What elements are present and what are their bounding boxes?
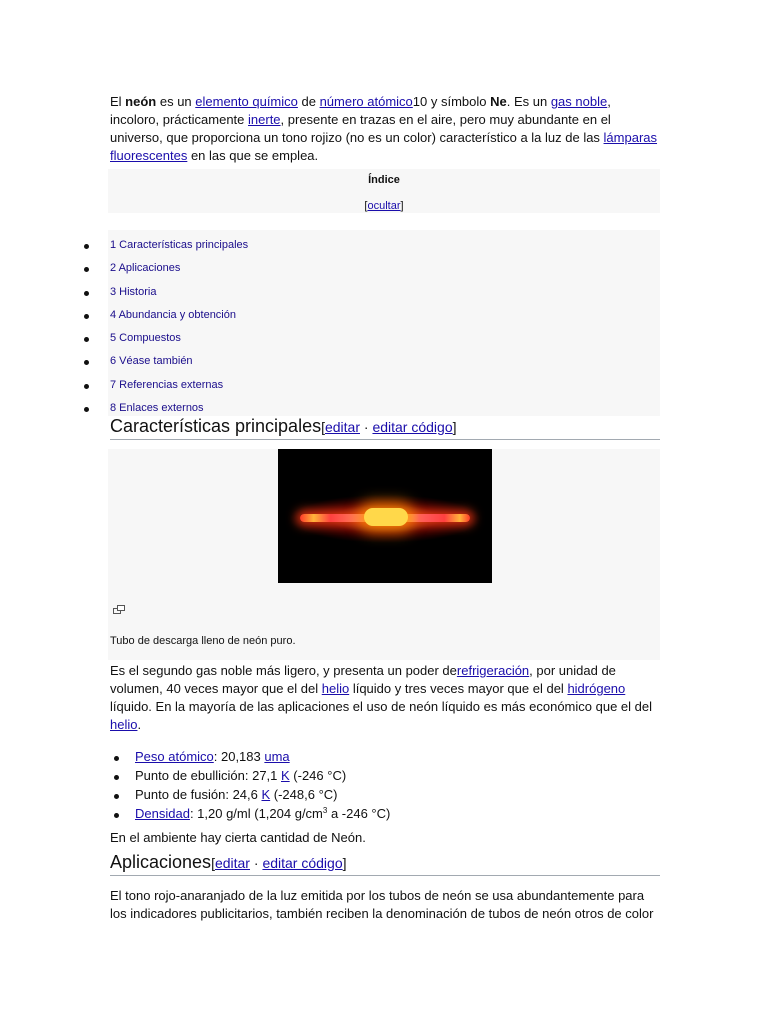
paragraph-refrigeracion: Es el segundo gas noble más ligero, y presenta un poder derefrigeración, por unidad de volumen, 40 veces mayor que el del helio líquido y tres veces mayor que el del hidrógeno líquido. En la mayoría de las aplicaciones el uso de neón líquido es más económico que el del helio.	[110, 663, 653, 732]
figure-box	[108, 449, 660, 660]
link-refrigeracion[interactable]: refrigeración	[456, 663, 530, 678]
toc-link-historia[interactable]: 3 Historia	[110, 286, 157, 298]
toc-link-vease[interactable]: 6 Véase también	[110, 355, 193, 367]
toc-toggle: [ocultar]	[364, 200, 404, 212]
edit-code-link[interactable]: editar código	[262, 855, 343, 871]
bullet-dot	[84, 314, 89, 319]
link-numero-atomico[interactable]: número atómico	[319, 94, 413, 109]
edit-link[interactable]: editar	[324, 419, 360, 435]
edit-link[interactable]: editar	[214, 855, 250, 871]
enlarge-icon[interactable]	[113, 605, 125, 614]
ambient-text: En el ambiente hay cierta cantidad de Neón.	[110, 830, 366, 845]
link-peso-atomico[interactable]: Peso atómico	[135, 749, 214, 764]
bullet-dot	[84, 244, 89, 249]
link-kelvin[interactable]: K	[281, 768, 290, 783]
bullet-dot	[84, 407, 89, 412]
link-helio-2[interactable]: helio	[110, 717, 138, 732]
toc-hide-link[interactable]: ocultar	[367, 200, 401, 212]
toc-list	[108, 230, 660, 416]
toc-link-enlaces[interactable]: 8 Enlaces externos	[110, 402, 204, 414]
bullet-dot	[114, 775, 119, 780]
bullet-dot	[84, 337, 89, 342]
neon-tube-core	[364, 508, 408, 526]
neon-tube-image[interactable]	[278, 449, 492, 583]
toc-link-aplicaciones[interactable]: 2 Aplicaciones	[110, 262, 181, 274]
section-heading-aplicaciones: Aplicaciones[editar · editar código]	[110, 852, 660, 876]
toc-link-compuestos[interactable]: 5 Compuestos	[110, 332, 181, 344]
ne-bold: Ne	[490, 94, 507, 109]
link-hidrogeno[interactable]: hidrógeno	[567, 681, 626, 696]
toc-header	[108, 169, 660, 213]
bullet-dot	[84, 360, 89, 365]
link-densidad[interactable]: Densidad	[135, 806, 190, 821]
link-gas-noble[interactable]: gas noble	[550, 94, 608, 109]
bullet-dot	[84, 291, 89, 296]
neon-bold: neón	[125, 94, 157, 109]
bullet-dot	[114, 813, 119, 818]
link-lamparas-fluorescentes[interactable]: lámparas fluorescentes	[110, 130, 658, 163]
intro-paragraph: El neón es un elemento químico de número atómico10 y símbolo Ne. Es un gas noble, incoloro, prácticamente inerte, presente en trazas en el aire, pero muy abundante en el universo, que proporciona un tono rojizo (no es un color) característico a la luz de las lámparas fluorescentes en las que se emplea.	[110, 94, 658, 163]
bullet-dot	[84, 267, 89, 272]
toc-link-referencias[interactable]: 7 Referencias externas	[110, 379, 224, 391]
link-inerte[interactable]: inerte	[248, 112, 281, 127]
figure-caption: Tubo de descarga lleno de neón puro.	[110, 635, 296, 647]
link-uma[interactable]: uma	[264, 749, 290, 764]
edit-code-link[interactable]: editar código	[372, 419, 453, 435]
bullet-dot	[114, 756, 119, 761]
paragraph-aplicaciones: El tono rojo-anaranjado de la luz emitida por los tubos de neón se usa abundantemente para los indicadores publicitarios, también reciben la denominación de tubos de neón otros de color	[110, 888, 654, 921]
section-heading-caracteristicas: Características principales[editar · editar código]	[110, 416, 660, 440]
toc-link-abundancia[interactable]: 4 Abundancia y obtención	[110, 309, 236, 321]
link-kelvin-2[interactable]: K	[261, 787, 271, 802]
bullet-dot	[84, 384, 89, 389]
toc-link-caracteristicas[interactable]: 1 Características principales	[110, 239, 249, 251]
link-elemento-quimico[interactable]: elemento químico	[195, 94, 298, 109]
toc-title: Índice	[368, 174, 400, 186]
link-helio[interactable]: helio	[321, 681, 350, 696]
bullet-dot	[114, 794, 119, 799]
